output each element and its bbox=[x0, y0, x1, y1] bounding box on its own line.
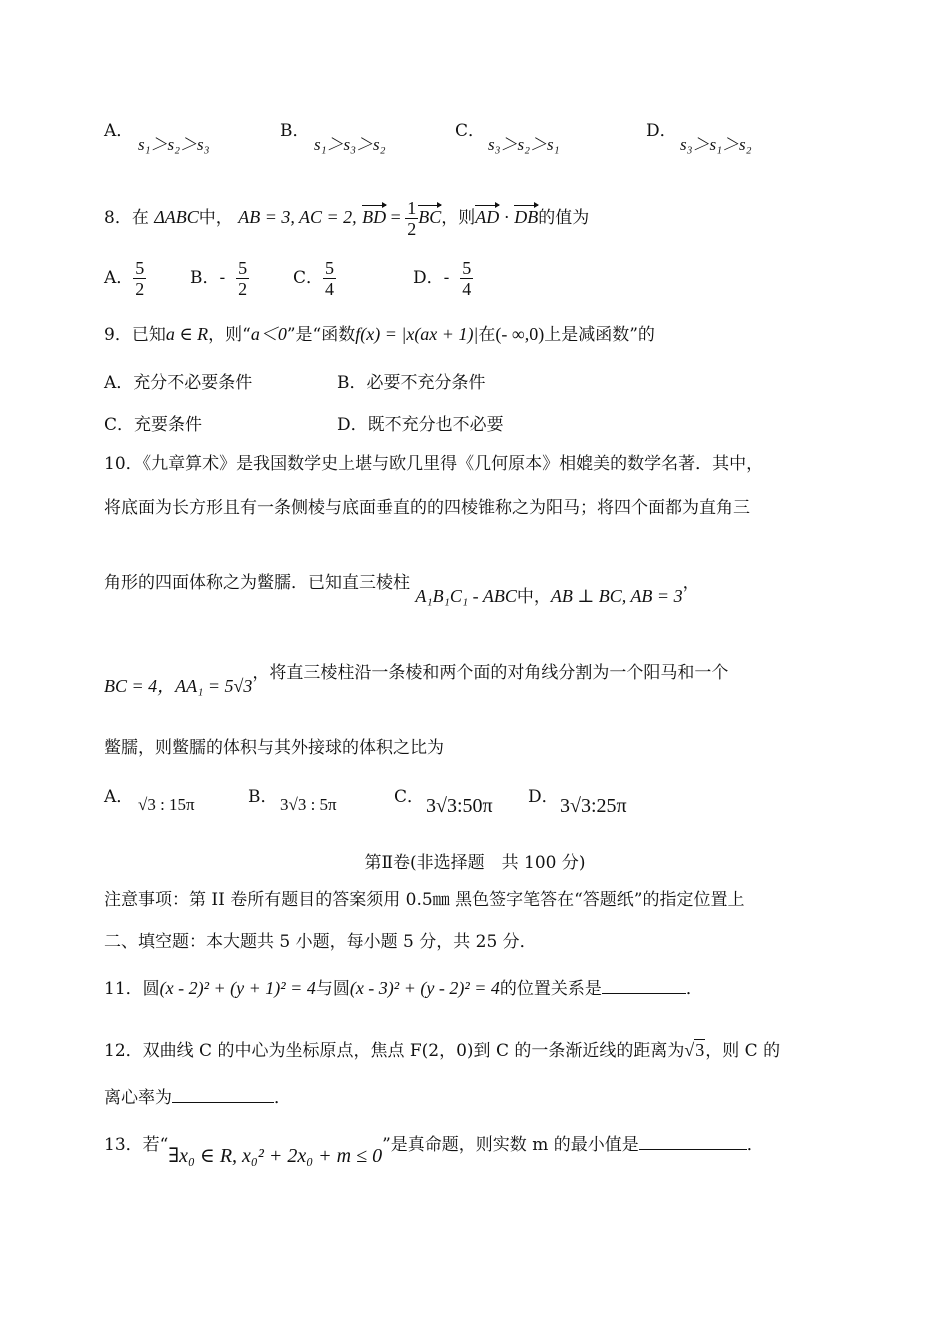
q8-fraction-denominator: 2 bbox=[407, 219, 417, 239]
q10-option-d-label: D． bbox=[528, 787, 559, 807]
q11-end: ． bbox=[685, 979, 703, 999]
q10-option-a-label: A． bbox=[104, 787, 134, 807]
q10-line4 bbox=[104, 662, 729, 696]
q8-option-b-den: 2 bbox=[238, 279, 248, 299]
q12-end: ． bbox=[274, 1088, 291, 1108]
q11-mid: 与圆 bbox=[315, 979, 350, 999]
q12-line2 bbox=[104, 1088, 291, 1108]
q10-line2: 将底面为长方形且有一条侧棱与底面垂直的的四棱锥称之为阳马；将四个面都为直角三 bbox=[104, 498, 750, 518]
q8-option-c-den: 4 bbox=[325, 279, 335, 299]
q8-option-d-fraction bbox=[460, 258, 473, 299]
q13-stem bbox=[104, 1134, 764, 1167]
q11-tail: 的位置关系是 bbox=[499, 979, 602, 999]
q8-fraction-numerator: 1 bbox=[407, 198, 417, 218]
q11-circle2: (x - 3)² + (y - 2)² = 4 bbox=[349, 978, 500, 998]
q8-stem bbox=[104, 198, 589, 239]
q8-vector-ad: AD bbox=[475, 207, 500, 227]
q8-vector-bc: BC bbox=[418, 207, 442, 227]
q8-pre: 在 bbox=[131, 208, 149, 228]
q8-option-d-sign: - bbox=[443, 268, 450, 288]
q10-line3 bbox=[104, 572, 700, 607]
q8-option-d-label: D． bbox=[413, 268, 444, 288]
q9-option-c: C．充要条件 bbox=[104, 415, 203, 435]
q8-mid: 中， bbox=[198, 208, 233, 228]
q12-line1-text: 12．双曲线 C 的中心为坐标原点，焦点 F(2，0)到 C 的一条渐近线的距离为 bbox=[104, 1041, 685, 1061]
q7-option-d-expr: s₃＞s₁＞s₂ bbox=[680, 135, 752, 154]
q10-perpendicular: AB ⊥ BC, AB = 3 bbox=[550, 586, 683, 606]
q12-answer-blank[interactable] bbox=[172, 1102, 274, 1103]
q7-option-b-label: B． bbox=[280, 121, 310, 141]
q10-line3-end: ， bbox=[682, 573, 700, 593]
q10-option-c-expr: 3√3:50π bbox=[426, 795, 493, 817]
part2-section-heading: 二、填空题：本大题共 5 小题，每小题 5 分，共 25 分． bbox=[104, 932, 537, 952]
q12-line2-text: 离心率为 bbox=[104, 1088, 172, 1108]
q8-option-a-fraction bbox=[133, 258, 146, 299]
q8-option-a-label: A． bbox=[104, 268, 134, 288]
q10-lengths: BC = 4，AA₁ = 5√3 bbox=[104, 676, 253, 696]
q9-mid1: ，则“ bbox=[208, 325, 251, 345]
part2-notice: 注意事项：第 II 卷所有题目的答案须用 0.5㎜ 黑色签字笔答在“答题纸”的指定位置上 bbox=[104, 890, 745, 910]
q12-sqrt: √3 bbox=[684, 1040, 705, 1060]
q8-option-d bbox=[413, 258, 473, 299]
q8-option-b bbox=[190, 258, 249, 299]
q10-prism: A₁B₁C₁ - ABC bbox=[415, 586, 517, 606]
q8-comma: ，则 bbox=[441, 208, 476, 228]
q10-option-b-label: B． bbox=[248, 787, 278, 807]
q13-number: 13．若“ bbox=[104, 1135, 169, 1155]
q7-option-a-label: A． bbox=[104, 121, 134, 141]
q9-option-a: A．充分不必要条件 bbox=[104, 373, 253, 393]
q8-vector-db: DB bbox=[514, 207, 539, 227]
q8-triangle: ΔABC bbox=[154, 207, 199, 227]
q11-stem bbox=[104, 978, 703, 999]
q9-interval: (- ∞,0) bbox=[495, 324, 545, 344]
q10-line4-text: ，将直三棱柱沿一条棱和两个面的对角线分割为一个阳马和一个 bbox=[252, 663, 729, 683]
q8-option-c-fraction bbox=[323, 258, 336, 299]
q7-option-c-expr: s₃＞s₂＞s₁ bbox=[488, 135, 560, 154]
q11-circle1: (x - 2)² + (y + 1)² = 4 bbox=[159, 978, 316, 998]
part2-title: 第Ⅱ卷(非选择题 共 100 分) bbox=[364, 853, 586, 873]
q11-number: 11．圆 bbox=[104, 979, 160, 999]
q10-line3-mid: 中， bbox=[516, 587, 551, 607]
q10-line3-text: 角形的四面体称之为鳖臑．已知直三棱柱 bbox=[104, 573, 410, 593]
q13-end: ． bbox=[746, 1135, 764, 1155]
q7-option-c-label: C． bbox=[455, 121, 486, 141]
q13-expression: ∃x₀ ∈ R, x₀² + 2x₀ + m ≤ 0 bbox=[168, 1145, 383, 1167]
q9-option-d: D．既不充分也不必要 bbox=[337, 415, 504, 435]
q8-option-d-den: 4 bbox=[462, 279, 472, 299]
q10-option-d-expr: 3√3:25π bbox=[560, 795, 627, 817]
q8-equals: = bbox=[386, 207, 406, 227]
q8-option-c-num: 5 bbox=[325, 258, 335, 278]
q8-option-b-num: 5 bbox=[238, 258, 248, 278]
q8-condition: AB = 3, AC = 2, bbox=[238, 207, 357, 227]
q8-number: 8． bbox=[104, 208, 132, 228]
q8-dot: · bbox=[499, 207, 515, 227]
q9-mid3: 在 bbox=[478, 325, 496, 345]
q10-option-b-expr: 3√3 : 5π bbox=[280, 795, 337, 814]
q13-answer-blank[interactable] bbox=[639, 1149, 747, 1150]
q10-option-c-label: C． bbox=[394, 787, 425, 807]
q11-answer-blank[interactable] bbox=[602, 993, 686, 994]
q7-option-b-expr: s₁＞s₃＞s₂ bbox=[314, 135, 386, 154]
q9-stem bbox=[104, 324, 655, 345]
q9-condition2: a＜0 bbox=[250, 324, 287, 344]
q12-sqrt-radicand: 3 bbox=[695, 1040, 705, 1060]
q8-option-c-label: C． bbox=[293, 268, 324, 288]
q13-tail: ”是真命题，则实数 m 的最小值是 bbox=[382, 1135, 639, 1155]
q9-function: f(x) = |x(ax + 1)| bbox=[355, 324, 479, 344]
q8-option-b-label: B． bbox=[190, 268, 220, 288]
q9-condition: a ∈ R bbox=[165, 324, 209, 344]
q8-option-a-num: 5 bbox=[135, 258, 145, 278]
q9-mid2: ”是“函数 bbox=[286, 325, 356, 345]
q8-vector-bd: BD bbox=[362, 207, 387, 227]
q8-option-b-sign: - bbox=[219, 268, 226, 288]
q8-option-a-den: 2 bbox=[135, 279, 145, 299]
q10-option-a-expr: √3 : 15π bbox=[138, 795, 195, 814]
q8-tail: 的值为 bbox=[538, 208, 590, 228]
q8-option-b-fraction bbox=[236, 258, 249, 299]
q9-option-b: B．必要不充分条件 bbox=[337, 373, 486, 393]
q7-option-a-expr: s₁＞s₂＞s₃ bbox=[138, 135, 210, 154]
q8-option-d-num: 5 bbox=[462, 258, 472, 278]
q9-number: 9．已知 bbox=[104, 325, 166, 345]
q8-fraction bbox=[405, 198, 418, 239]
q8-option-c bbox=[293, 258, 336, 299]
q12-line1-end: ，则 C 的 bbox=[705, 1041, 781, 1061]
q10-line1: 10．《九章算术》是我国数学史上堪与欧几里得《几何原本》相媲美的数学名著．其中， bbox=[104, 454, 764, 474]
q8-option-a bbox=[104, 258, 146, 299]
q12-line1 bbox=[104, 1040, 780, 1061]
q9-tail: 上是减函数”的 bbox=[544, 325, 655, 345]
q7-option-d-label: D． bbox=[646, 121, 677, 141]
q10-line5: 鳖臑，则鳖臑的体积与其外接球的体积之比为 bbox=[104, 738, 444, 758]
